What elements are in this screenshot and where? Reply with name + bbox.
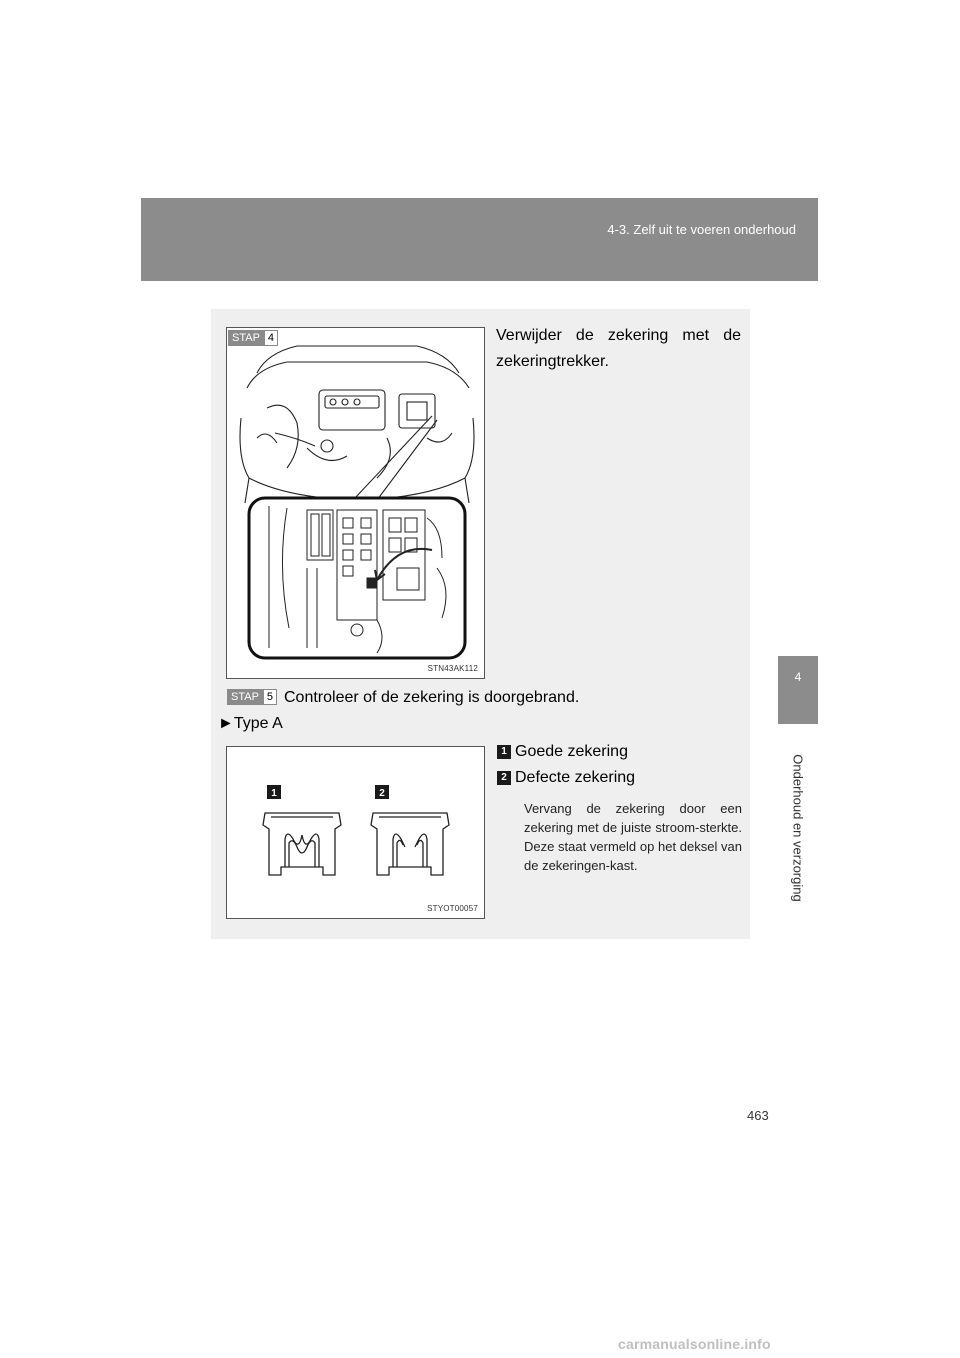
chapter-tab [778, 656, 818, 724]
figure-code: STN43AK112 [427, 664, 478, 673]
fuse-illustration [227, 747, 485, 919]
section-title: 4-3. Zelf uit te voeren onderhoud [607, 222, 796, 237]
type-a-label: Type A [233, 715, 283, 732]
legend-text: Defecte zekering [515, 769, 636, 786]
legend-good-fuse [497, 742, 628, 762]
fuse-badge-2-label: 2 [379, 788, 385, 799]
chapter-number: 4 [794, 670, 802, 684]
watermark: carmanualsonline.info [618, 1336, 771, 1352]
engine-bay-illustration [227, 328, 485, 679]
figure-code: STYOT00057 [427, 904, 478, 913]
step-tag-number: 5 [263, 689, 277, 705]
good-fuse [263, 813, 341, 875]
step-tag-number: 4 [264, 330, 278, 346]
step-tag-label: STAP [227, 689, 263, 705]
legend-badge: 2 [497, 771, 511, 785]
step-5-instruction: Controleer of de zekering is doorgebrand. [284, 689, 580, 706]
step-tag-label: STAP [228, 330, 264, 346]
step-4-tag [228, 330, 278, 346]
fuse-comparison-figure [226, 746, 485, 919]
legend-badge: 1 [497, 745, 511, 759]
replacement-note: Vervang de zekering door een zekering met de juiste stroom-sterkte. Deze staat vermeld op het deksel van de zekeringen-kast. [524, 801, 742, 873]
chapter-header [141, 198, 818, 281]
fuse-badge-1-label: 1 [271, 788, 277, 799]
page-number: 463 [747, 1108, 769, 1123]
blown-fuse [371, 813, 449, 875]
engine-bay-figure [226, 327, 485, 679]
step-5-tag [227, 689, 277, 705]
legend-blown-fuse [497, 768, 635, 788]
triangle-marker-icon: ► [218, 715, 234, 732]
legend-text: Goede zekering [515, 743, 628, 760]
chapter-label: Onderhoud en verzorging [790, 754, 806, 902]
step-4-instruction: Verwijder de zekering met de zekeringtrekker. [496, 327, 741, 370]
type-a-heading [218, 714, 283, 734]
